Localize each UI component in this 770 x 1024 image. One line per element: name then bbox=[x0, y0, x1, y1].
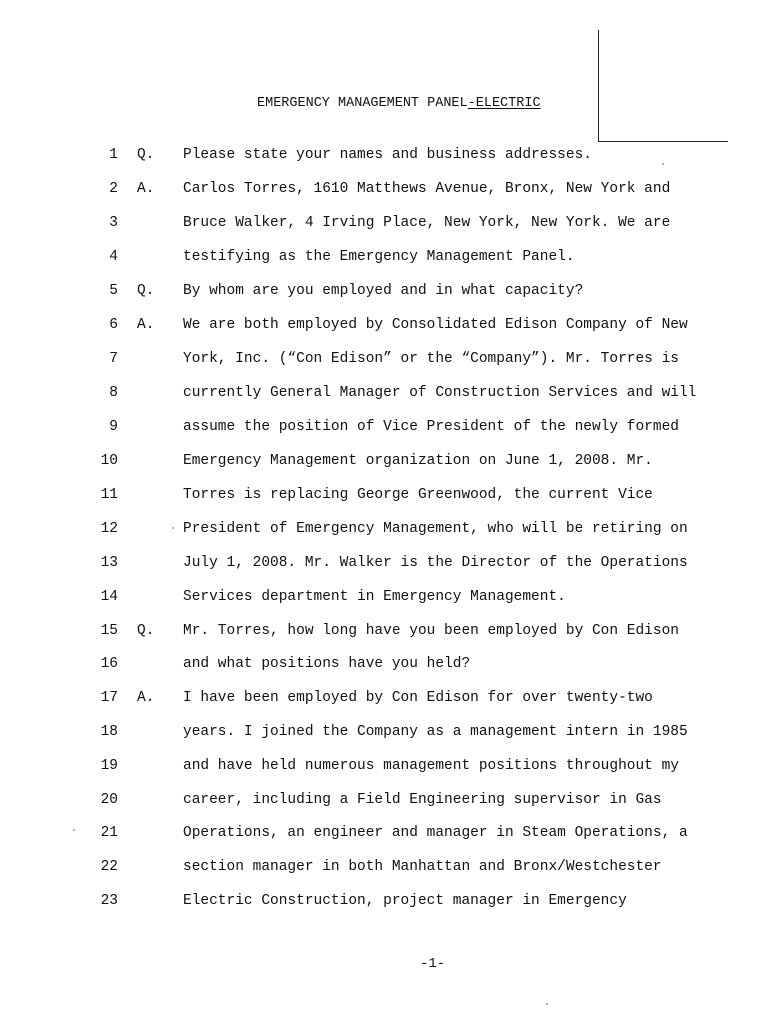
speaker-label: Q. bbox=[137, 283, 155, 299]
scan-speck bbox=[546, 1003, 548, 1005]
page-number: -1- bbox=[420, 956, 446, 972]
line-text: Mr. Torres, how long have you been employed by Con Edison bbox=[183, 623, 679, 639]
line-text: Carlos Torres, 1610 Matthews Avenue, Bronx, New York and bbox=[183, 181, 671, 197]
line-number: 13 bbox=[100, 555, 118, 571]
line-text: Services department in Emergency Management. bbox=[183, 589, 566, 605]
line-number: 8 bbox=[109, 385, 118, 401]
line-text: currently General Manager of Construction Services and will bbox=[183, 385, 697, 401]
line-number: 14 bbox=[100, 589, 118, 605]
line-text: Operations, an engineer and manager in Steam Operations, a bbox=[183, 825, 688, 841]
line-text: I have been employed by Con Edison for over twenty-two bbox=[183, 690, 653, 706]
speaker-label: Q. bbox=[137, 623, 155, 639]
line-text: President of Emergency Management, who will be retiring on bbox=[183, 521, 688, 537]
line-number: 22 bbox=[100, 859, 118, 875]
line-text: July 1, 2008. Mr. Walker is the Director of the Operations bbox=[183, 555, 688, 571]
line-text: York, Inc. (“Con Edison” or the “Company”). Mr. Torres is bbox=[183, 351, 679, 367]
stamp-horizontal-rule bbox=[598, 141, 728, 142]
line-text: testifying as the Emergency Management Panel. bbox=[183, 249, 575, 265]
line-number: 20 bbox=[100, 792, 118, 808]
line-text: Electric Construction, project manager in Emergency bbox=[183, 893, 627, 909]
stamp-vertical-rule bbox=[598, 30, 599, 142]
line-number: 19 bbox=[100, 758, 118, 774]
line-number: 7 bbox=[109, 351, 118, 367]
line-text: Please state your names and business addresses. bbox=[183, 147, 592, 163]
line-number: 1 bbox=[109, 147, 118, 163]
line-number: 10 bbox=[100, 453, 118, 469]
line-text: years. I joined the Company as a management intern in 1985 bbox=[183, 724, 688, 740]
line-text: We are both employed by Consolidated Edison Company of New bbox=[183, 317, 688, 333]
speaker-label: Q. bbox=[137, 147, 155, 163]
title-main: EMERGENCY MANAGEMENT PANEL bbox=[257, 96, 468, 111]
line-text: Torres is replacing George Greenwood, the current Vice bbox=[183, 487, 653, 503]
speaker-label: A. bbox=[137, 181, 155, 197]
line-text: Bruce Walker, 4 Irving Place, New York, New York. We are bbox=[183, 215, 671, 231]
line-number: 9 bbox=[109, 419, 118, 435]
line-number: 2 bbox=[109, 181, 118, 197]
line-number: 17 bbox=[100, 690, 118, 706]
line-number: 12 bbox=[100, 521, 118, 537]
scan-speck bbox=[172, 527, 174, 529]
line-number: 3 bbox=[109, 215, 118, 231]
line-number: 21 bbox=[100, 825, 118, 841]
document-title bbox=[257, 96, 541, 111]
line-number: 11 bbox=[100, 487, 118, 503]
title-subtitle: ELECTRIC bbox=[475, 96, 541, 111]
line-text: assume the position of Vice President of the newly formed bbox=[183, 419, 679, 435]
scan-speck bbox=[662, 163, 664, 165]
title-separator: - bbox=[467, 96, 476, 111]
line-number: 6 bbox=[109, 317, 118, 333]
line-text: and what positions have you held? bbox=[183, 656, 471, 672]
line-number: 5 bbox=[109, 283, 118, 299]
speaker-label: A. bbox=[137, 690, 155, 706]
line-text: section manager in both Manhattan and Bronx/Westchester bbox=[183, 859, 662, 875]
line-text: and have held numerous management positions throughout my bbox=[183, 758, 679, 774]
line-text: By whom are you employed and in what capacity? bbox=[183, 283, 584, 299]
line-number: 23 bbox=[100, 893, 118, 909]
line-number: 18 bbox=[100, 724, 118, 740]
speaker-label: A. bbox=[137, 317, 155, 333]
line-number: 4 bbox=[109, 249, 118, 265]
line-number: 16 bbox=[100, 656, 118, 672]
line-text: Emergency Management organization on June 1, 2008. Mr. bbox=[183, 453, 653, 469]
scan-speck bbox=[73, 829, 75, 831]
line-text: career, including a Field Engineering supervisor in Gas bbox=[183, 792, 662, 808]
line-number: 15 bbox=[100, 623, 118, 639]
